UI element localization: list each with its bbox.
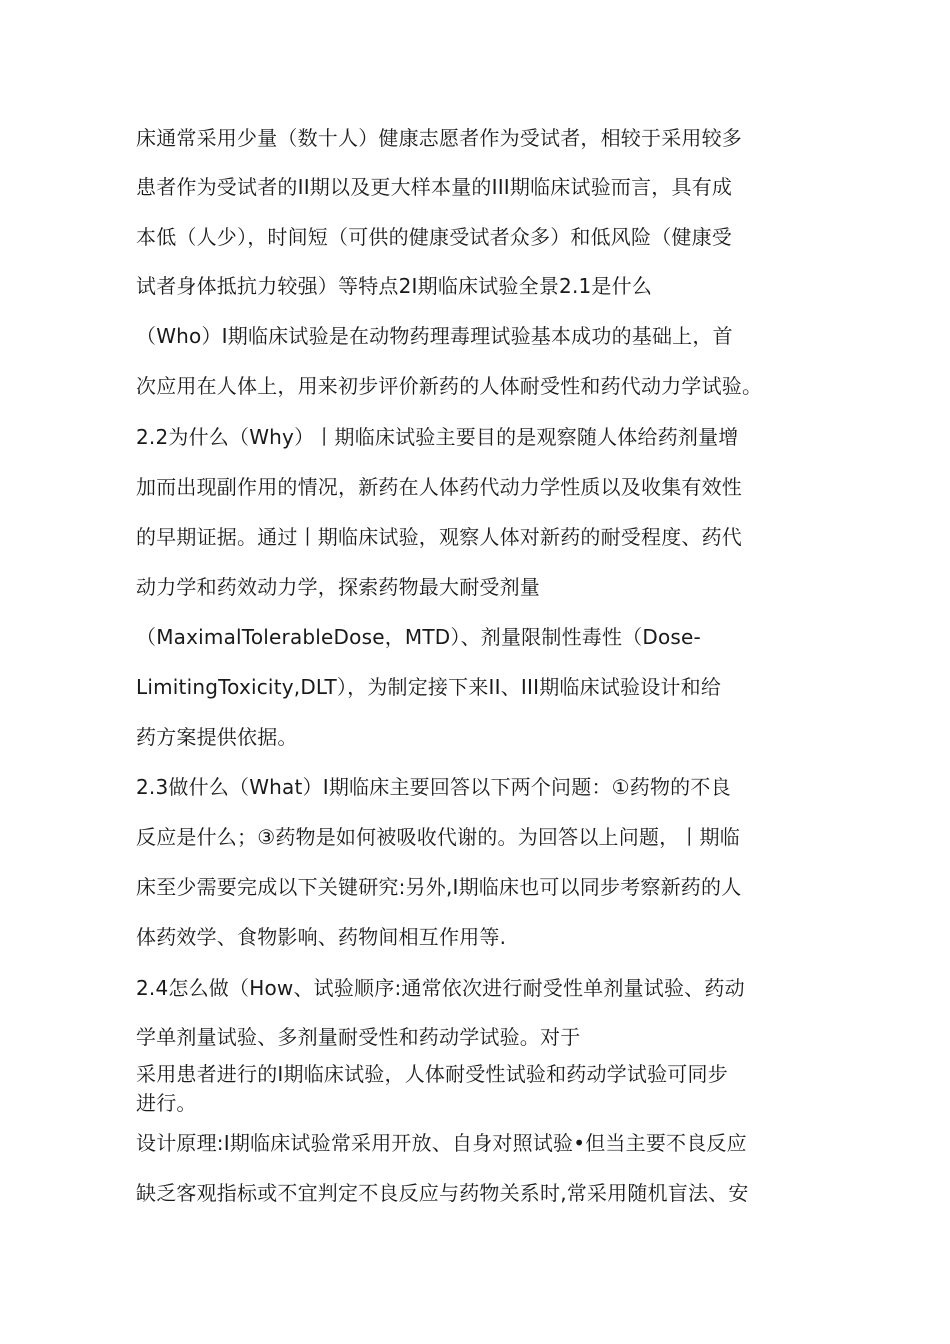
text-line: 进行。 [136, 1091, 197, 1115]
text-line: 2.4怎么做（How、试验顺序:通常依次进行耐受性单剂量试验、药动 [136, 976, 745, 1000]
text-line: 2.3做什么（What）I期临床主要回答以下两个问题：①药物的不良 [136, 775, 731, 799]
text-line: 体药效学、食物影响、药物间相互作用等. [136, 925, 507, 949]
text-line: 采用患者进行的I期临床试验，人体耐受性试验和药动学试验可同步 [136, 1062, 728, 1086]
text-line: 动力学和药效动力学，探索药物最大耐受剂量 [136, 575, 540, 599]
text-line: 药方案提供依据。 [136, 725, 298, 749]
text-line: 2.2为什么（Why）丨期临床试验主要目的是观察随人体给药剂量增 [136, 425, 739, 449]
text-line: 的早期证据。通过丨期临床试验，观察人体对新药的耐受程度、药代 [136, 525, 742, 549]
text-line: 缺乏客观指标或不宜判定不良反应与药物关系时,常采用随机盲法、安 [136, 1181, 749, 1205]
text-line: 床通常采用少量（数十人）健康志愿者作为受试者，相较于采用较多 [136, 126, 742, 150]
text-line: 次应用在人体上，用来初步评价新药的人体耐受性和药代动力学试验。 [136, 374, 763, 398]
text-line: 试者身体抵抗力较强）等特点2I期临床试验全景2.1是什么 [136, 274, 653, 298]
text-line: 本低（人少），时间短（可供的健康受试者众多）和低风险（健康受 [136, 225, 732, 249]
text-line: 床至少需要完成以下关键研究:另外,I期临床也可以同步考察新药的人 [136, 875, 742, 899]
text-line: 反应是什么；③药物是如何被吸收代谢的。为回答以上问题，丨期临 [136, 825, 740, 849]
text-line: （Who）I期临床试验是在动物药理毒理试验基本成功的基础上，首 [136, 324, 733, 348]
text-line: LimitingToxicity,DLT），为制定接下来II、III期临床试验设计和给 [136, 675, 722, 699]
text-line: （MaximalTolerableDose，MTD）、剂量限制性毒性（Dose- [136, 625, 701, 649]
text-line: 设计原理:I期临床试验常采用开放、自身对照试验•但当主要不良反应 [136, 1131, 747, 1155]
text-line: 加而出现副作用的情况，新药在人体药代动力学性质以及收集有效性 [136, 475, 742, 499]
text-line: 患者作为受试者的II期以及更大样本量的III期临床试验而言，具有成 [136, 175, 733, 199]
text-line: 学单剂量试验、多剂量耐受性和药动学试验。对于 [136, 1025, 581, 1049]
